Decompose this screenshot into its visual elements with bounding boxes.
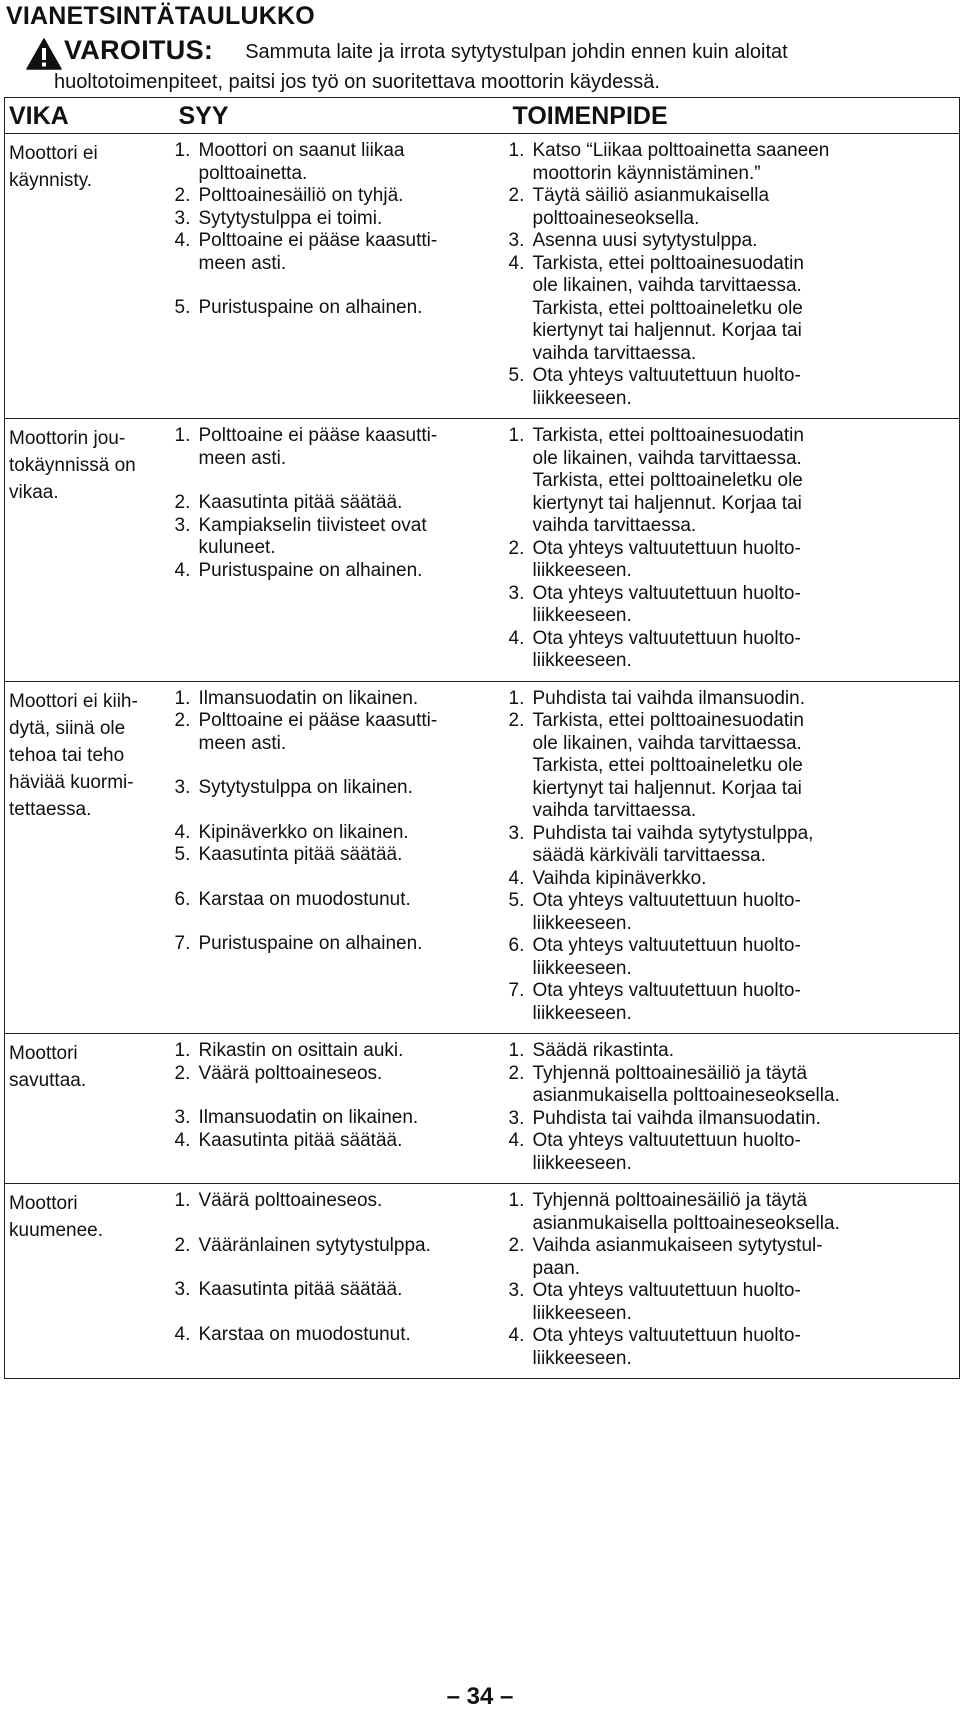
cause-number: 5.	[174, 297, 191, 318]
warning-text-line2: huoltotoimenpiteet, paitsi jos työ on suoritettava moottorin käydessä.	[54, 71, 660, 93]
cause-text-line: Väärä polttoaineseos.	[198, 1062, 383, 1084]
cause-text	[199, 140, 509, 185]
cause-text-line: polttoainetta.	[198, 162, 308, 184]
cause-text-line: meen asti.	[198, 252, 287, 274]
action-text-line: liikkeeseen.	[532, 1302, 632, 1324]
cause-number: 2.	[174, 710, 191, 731]
action-item	[509, 688, 960, 711]
fault-text: Moottori	[9, 1193, 78, 1214]
action-text-line: Ota yhteys valtuutettuun huolto-	[532, 980, 801, 1001]
action-number: 2.	[508, 185, 525, 206]
cause-number: 5.	[174, 844, 191, 865]
cause-number: 4.	[174, 559, 191, 581]
cause-item	[175, 844, 509, 867]
fault-cell	[5, 1034, 175, 1184]
action-text	[533, 1130, 960, 1175]
action-number: 3.	[508, 1280, 525, 1301]
spacer	[175, 470, 509, 492]
action-text	[533, 1190, 960, 1235]
cause-text-line: meen asti.	[198, 732, 287, 754]
action-text-line: ole likainen, vaihda tarvittaessa.	[532, 275, 802, 296]
action-item	[509, 710, 960, 823]
cause-text	[199, 1235, 509, 1258]
action-text	[533, 140, 960, 185]
action-number: 4.	[508, 252, 525, 274]
action-text-line: liikkeeseen.	[532, 1002, 632, 1024]
cause-text-line: Moottori on saanut liikaa	[198, 140, 405, 161]
cause-item	[175, 1130, 509, 1153]
action-text-line: Puhdista tai vaihda ilmansuodin.	[532, 687, 806, 709]
cause-number: 4.	[174, 1129, 191, 1151]
header-cause: SYY	[175, 98, 509, 134]
cause-text	[199, 1324, 509, 1347]
action-text-line: Tarkista, ettei polttoaineletku ole	[532, 755, 803, 776]
cause-number: 3.	[174, 514, 191, 536]
action-text	[533, 1325, 960, 1370]
warning-notice	[6, 35, 954, 95]
action-cell	[509, 1034, 960, 1184]
fault-text: dytä, siinä ole	[9, 717, 126, 739]
action-number: 4.	[508, 1325, 525, 1346]
cause-text	[199, 185, 509, 208]
cause-text	[199, 889, 509, 912]
cause-number: 3.	[174, 1279, 191, 1300]
cause-text	[199, 822, 509, 845]
cause-number: 2.	[174, 492, 191, 513]
action-number: 3.	[508, 822, 525, 844]
action-text-line: vaihda tarvittaessa.	[532, 342, 697, 364]
cause-item	[175, 889, 509, 912]
cause-text-line: Kaasutinta pitää säätää.	[198, 844, 403, 865]
cause-cell	[175, 1184, 509, 1379]
action-text-line: Ota yhteys valtuutettuun huolto-	[532, 935, 801, 956]
cause-text	[199, 710, 509, 755]
action-text-line: liikkeeseen.	[532, 1152, 632, 1174]
cause-text	[199, 208, 509, 231]
action-text-line: Katso “Liikaa polttoainetta saaneen	[532, 140, 830, 161]
cause-text-line: Karstaa on muodostunut.	[198, 1323, 411, 1345]
action-text-line: Ota yhteys valtuutettuun huolto-	[532, 582, 801, 604]
action-text-line: liikkeeseen.	[532, 912, 632, 934]
action-item	[509, 140, 960, 185]
action-number: 2.	[508, 1235, 525, 1256]
action-text-line: Ota yhteys valtuutettuun huolto-	[532, 1280, 801, 1301]
action-text-line: Tarkista, ettei polttoaineletku ole	[532, 297, 803, 319]
cause-text	[199, 560, 509, 583]
action-text-line: Tarkista, ettei polttoainesuodatin	[532, 710, 804, 731]
action-item	[509, 230, 960, 253]
action-item	[509, 935, 960, 980]
fault-cell	[5, 134, 175, 419]
action-text-line: vaihda tarvittaessa.	[532, 515, 697, 536]
cause-item	[175, 1235, 509, 1258]
cause-number: 4.	[174, 1323, 191, 1345]
action-item	[509, 185, 960, 230]
cause-text	[199, 297, 509, 320]
cause-text-line: Kipinäverkko on likainen.	[198, 821, 409, 843]
action-number: 5.	[508, 890, 525, 911]
spacer	[175, 1085, 509, 1107]
table-row	[5, 681, 960, 1034]
cause-item	[175, 230, 509, 275]
cause-text-line: Polttoaine ei pääse kaasutti-	[198, 230, 438, 251]
cause-number: 3.	[174, 1107, 191, 1128]
action-number: 4.	[508, 867, 525, 889]
cause-text-line: Vääränlainen sytytystulppa.	[198, 1234, 431, 1256]
cause-item	[175, 1107, 509, 1130]
action-number: 2.	[508, 1062, 525, 1084]
cause-text	[199, 1063, 509, 1086]
warning-label: VAROITUS:	[64, 35, 214, 65]
spacer	[175, 1302, 509, 1324]
action-text-line: ole likainen, vaihda tarvittaessa.	[532, 732, 802, 754]
action-item	[509, 425, 960, 538]
action-item	[509, 1235, 960, 1280]
action-text-line: kiertynyt tai haljennut. Korjaa tai	[532, 492, 802, 514]
spacer	[175, 275, 509, 297]
action-text-line: vaihda tarvittaessa.	[532, 800, 697, 821]
cause-text-line: Kaasutinta pitää säätää.	[198, 1279, 403, 1300]
action-text	[533, 890, 960, 935]
cause-text-line: kuluneet.	[198, 537, 276, 558]
cause-item	[175, 185, 509, 208]
table-row	[5, 1184, 960, 1379]
action-text-line: Tarkista, ettei polttoaineletku ole	[532, 470, 803, 491]
action-number: 3.	[508, 230, 525, 251]
cause-item	[175, 933, 509, 956]
table-header-row	[5, 98, 960, 134]
action-text	[533, 583, 960, 628]
cause-number: 2.	[174, 1062, 191, 1084]
fault-text: tettaessa.	[9, 798, 92, 820]
action-number: 6.	[508, 935, 525, 956]
cause-item	[175, 1190, 509, 1213]
cause-number: 1.	[174, 1190, 191, 1211]
action-text	[533, 425, 960, 538]
cause-text-line: Väärä polttoaineseos.	[198, 1190, 383, 1211]
fault-text: vikaa.	[9, 482, 59, 503]
cause-item	[175, 1063, 509, 1086]
table-row	[5, 1034, 960, 1184]
action-number: 1.	[508, 140, 525, 161]
spacer	[175, 1257, 509, 1279]
action-text-line: liikkeeseen.	[532, 1347, 632, 1369]
cause-item	[175, 560, 509, 583]
action-text	[533, 538, 960, 583]
action-text-line: kiertynyt tai haljennut. Korjaa tai	[532, 320, 802, 341]
cause-text-line: Kaasutinta pitää säätää.	[198, 492, 403, 513]
action-text-line: Ota yhteys valtuutettuun huolto-	[532, 537, 801, 559]
cause-number: 4.	[174, 230, 191, 251]
action-text-line: asianmukaisella polttoaineseoksella.	[532, 1212, 840, 1234]
cause-text-line: Sytytystulppa on likainen.	[198, 777, 413, 798]
action-number: 1.	[508, 425, 525, 446]
action-item	[509, 628, 960, 673]
action-number: 1.	[508, 1040, 525, 1061]
action-text	[533, 868, 960, 891]
action-text	[533, 688, 960, 711]
action-item	[509, 1190, 960, 1235]
action-text	[533, 1040, 960, 1063]
action-text-line: liikkeeseen.	[532, 605, 632, 626]
fault-text: käynnisty.	[9, 170, 93, 191]
header-fault: VIKA	[5, 98, 175, 134]
action-text-line: liikkeeseen.	[532, 387, 632, 409]
cause-cell	[175, 134, 509, 419]
action-text	[533, 1235, 960, 1280]
action-text-line: polttoaineseoksella.	[532, 207, 700, 229]
cause-text	[199, 777, 509, 800]
header-action: TOIMENPIDE	[509, 98, 960, 134]
fault-cell	[5, 419, 175, 682]
action-item	[509, 823, 960, 868]
action-number: 5.	[508, 365, 525, 386]
cause-text-line: Polttoaine ei pääse kaasutti-	[198, 425, 438, 446]
fault-text: Moottori	[9, 1043, 78, 1064]
cause-item	[175, 208, 509, 231]
cause-text	[199, 933, 509, 956]
cause-number: 2.	[174, 1234, 191, 1256]
cause-text-line: Puristuspaine on alhainen.	[198, 559, 423, 581]
cause-cell	[175, 419, 509, 682]
cause-text	[199, 1040, 509, 1063]
table-row	[5, 419, 960, 682]
action-text-line: säädä kärkiväli tarvittaessa.	[532, 845, 766, 866]
spacer	[175, 800, 509, 822]
cause-item	[175, 1040, 509, 1063]
action-text	[533, 628, 960, 673]
action-cell	[509, 134, 960, 419]
action-text-line: ole likainen, vaihda tarvittaessa.	[532, 447, 802, 469]
cause-text	[199, 688, 509, 711]
action-number: 1.	[508, 1190, 525, 1211]
action-item	[509, 1130, 960, 1175]
action-text-line: liikkeeseen.	[532, 650, 632, 671]
action-number: 2.	[508, 537, 525, 559]
cause-item	[175, 1324, 509, 1347]
fault-cell	[5, 681, 175, 1034]
action-text-line: paan.	[532, 1257, 581, 1279]
action-item	[509, 1280, 960, 1325]
action-cell	[509, 681, 960, 1034]
action-text-line: Säädä rikastinta.	[532, 1040, 675, 1061]
action-item	[509, 868, 960, 891]
cause-text	[199, 1190, 509, 1213]
cause-number: 1.	[174, 140, 191, 161]
cause-text-line: Puristuspaine on alhainen.	[198, 297, 423, 318]
table-row	[5, 134, 960, 419]
troubleshooting-table	[4, 97, 960, 1379]
action-number: 3.	[508, 1107, 525, 1129]
action-text	[533, 230, 960, 253]
cause-text-line: meen asti.	[198, 447, 287, 469]
action-number: 4.	[508, 1130, 525, 1151]
cause-text	[199, 1130, 509, 1153]
cause-text-line: Polttoainesäiliö on tyhjä.	[198, 185, 404, 206]
action-number: 1.	[508, 687, 525, 709]
action-text-line: liikkeeseen.	[532, 560, 632, 581]
action-cell	[509, 1184, 960, 1379]
action-item	[509, 1040, 960, 1063]
action-text	[533, 185, 960, 230]
action-text-line: Ota yhteys valtuutettuun huolto-	[532, 365, 801, 386]
cause-item	[175, 688, 509, 711]
cause-item	[175, 777, 509, 800]
action-text-line: Asenna uusi sytytystulppa.	[532, 230, 758, 251]
cause-cell	[175, 1034, 509, 1184]
action-text-line: Ota yhteys valtuutettuun huolto-	[532, 627, 801, 649]
cause-number: 1.	[174, 687, 191, 709]
action-item	[509, 583, 960, 628]
action-text-line: Ota yhteys valtuutettuun huolto-	[532, 890, 801, 911]
action-text-line: Ota yhteys valtuutettuun huolto-	[532, 1130, 801, 1151]
cause-number: 7.	[174, 933, 191, 954]
action-text	[533, 1280, 960, 1325]
cause-item	[175, 822, 509, 845]
warning-text-line1: Sammuta laite ja irrota sytytystulpan johdin ennen kuin aloitat	[245, 41, 788, 63]
cause-item	[175, 297, 509, 320]
action-text-line: Puhdista tai vaihda ilmansuodatin.	[532, 1107, 821, 1129]
action-text-line: Tarkista, ettei polttoainesuodatin	[532, 425, 804, 446]
action-text-line: Tyhjennä polttoainesäiliö ja täytä	[532, 1062, 808, 1084]
action-text-line: liikkeeseen.	[532, 957, 632, 979]
cause-text	[199, 844, 509, 867]
cause-text-line: Kaasutinta pitää säätää.	[198, 1129, 403, 1151]
cause-text	[199, 425, 509, 470]
action-text-line: Tyhjennä polttoainesäiliö ja täytä	[532, 1190, 808, 1211]
spacer	[175, 755, 509, 777]
action-text-line: Puhdista tai vaihda sytytystulppa,	[532, 822, 814, 844]
action-text	[533, 823, 960, 868]
action-text	[533, 253, 960, 366]
cause-text	[199, 492, 509, 515]
action-item	[509, 1063, 960, 1108]
cause-number: 2.	[174, 185, 191, 206]
action-text-line: kiertynyt tai haljennut. Korjaa tai	[532, 777, 802, 799]
action-text	[533, 710, 960, 823]
spacer	[175, 911, 509, 933]
action-number: 2.	[508, 710, 525, 731]
cause-item	[175, 492, 509, 515]
spacer	[175, 867, 509, 889]
cause-text-line: Puristuspaine on alhainen.	[198, 933, 423, 954]
action-text-line: Vaihda kipinäverkko.	[532, 867, 707, 889]
cause-number: 4.	[174, 821, 191, 843]
cause-text-line: Ilmansuodatin on likainen.	[198, 687, 419, 709]
cause-text-line: Kampiakselin tiivisteet ovat	[198, 514, 427, 536]
action-cell	[509, 419, 960, 682]
action-text-line: asianmukaisella polttoaineseoksella.	[532, 1085, 840, 1106]
warning-triangle-icon	[26, 38, 62, 70]
cause-item	[175, 710, 509, 755]
spacer	[175, 1213, 509, 1235]
cause-text	[199, 515, 509, 560]
action-number: 3.	[508, 582, 525, 604]
cause-number: 1.	[174, 425, 191, 446]
cause-item	[175, 425, 509, 470]
action-text-line: Vaihda asianmukaiseen sytytystul-	[532, 1235, 823, 1256]
action-text-line: Ota yhteys valtuutettuun huolto-	[532, 1325, 801, 1346]
page-title: VIANETSINTÄTAULUKKO	[6, 2, 315, 30]
fault-text: Moottori ei	[9, 143, 98, 164]
fault-text: Moottorin jou-	[9, 428, 126, 449]
cause-number: 6.	[174, 888, 191, 910]
cause-item	[175, 140, 509, 185]
action-item	[509, 1108, 960, 1131]
cause-number: 1.	[174, 1040, 191, 1061]
cause-cell	[175, 681, 509, 1034]
action-text-line: Tarkista, ettei polttoainesuodatin	[532, 252, 804, 274]
action-text-line: Täytä säiliö asianmukaisella	[532, 185, 770, 206]
action-text	[533, 365, 960, 410]
cause-text	[199, 1107, 509, 1130]
cause-number: 3.	[174, 777, 191, 798]
cause-text	[199, 1279, 509, 1302]
action-item	[509, 365, 960, 410]
action-number: 4.	[508, 627, 525, 649]
action-number: 7.	[508, 980, 525, 1001]
action-item	[509, 253, 960, 366]
action-item	[509, 980, 960, 1025]
action-text-line: moottorin käynnistäminen.”	[532, 162, 761, 184]
cause-text-line: Ilmansuodatin on likainen.	[198, 1107, 419, 1128]
fault-text: tehoa tai teho	[9, 744, 125, 766]
page-number: – 34 –	[446, 1683, 514, 1710]
cause-text	[199, 230, 509, 275]
cause-item	[175, 1279, 509, 1302]
fault-text: Moottori ei kiih-	[9, 690, 138, 712]
action-item	[509, 1325, 960, 1370]
action-text	[533, 935, 960, 980]
action-item	[509, 890, 960, 935]
action-text	[533, 1063, 960, 1108]
fault-text: savuttaa.	[9, 1070, 87, 1091]
cause-text-line: Polttoaine ei pääse kaasutti-	[198, 710, 438, 731]
cause-number: 3.	[174, 207, 191, 229]
fault-text: kuumenee.	[9, 1220, 104, 1241]
action-text	[533, 980, 960, 1025]
cause-text-line: Sytytystulppa ei toimi.	[198, 207, 383, 229]
cause-item	[175, 515, 509, 560]
cause-text-line: Rikastin on osittain auki.	[198, 1040, 404, 1061]
fault-text: häviää kuormi-	[9, 771, 134, 793]
fault-text: tokäynnissä on	[9, 455, 136, 476]
action-text	[533, 1108, 960, 1131]
fault-cell	[5, 1184, 175, 1379]
action-item	[509, 538, 960, 583]
cause-text-line: Karstaa on muodostunut.	[198, 888, 411, 910]
